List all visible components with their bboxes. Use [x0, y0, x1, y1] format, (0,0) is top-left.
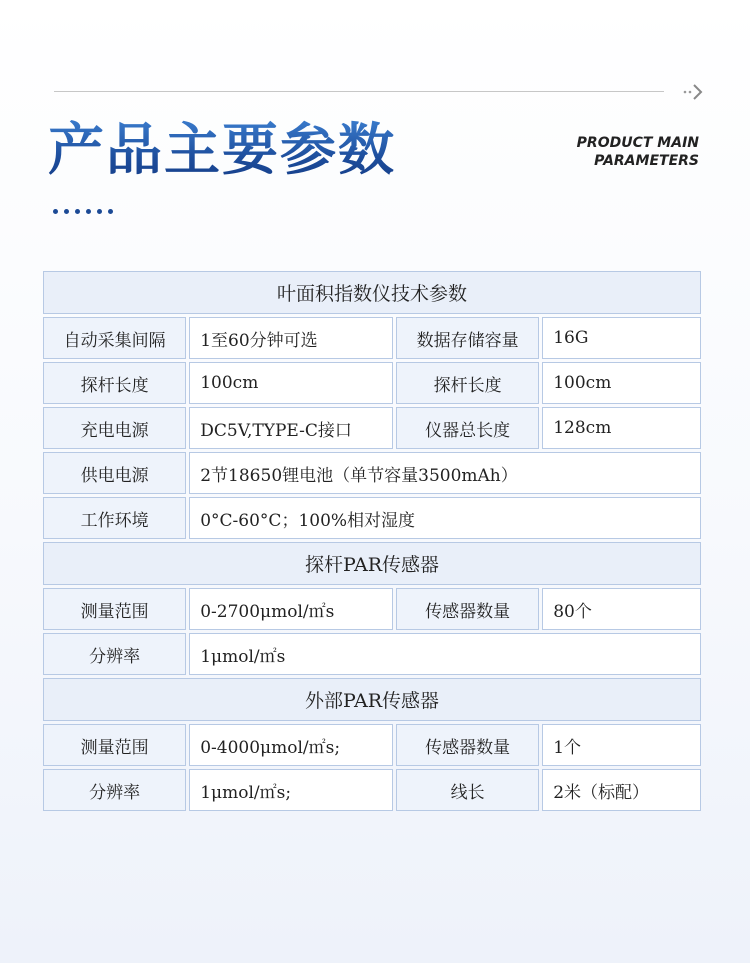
- param-value: 128cm: [542, 407, 701, 449]
- param-label: 数据存储容量: [396, 317, 539, 359]
- decorative-dots: [53, 209, 113, 214]
- param-label: 供电电源: [43, 452, 186, 494]
- param-value: 80个: [542, 588, 701, 630]
- page-subtitle: [577, 134, 699, 170]
- section-heading: 外部PAR传感器: [43, 678, 701, 721]
- param-value: 2节18650锂电池（单节容量3500mAh）: [189, 452, 701, 494]
- table-row: [43, 317, 701, 359]
- param-label: 仪器总长度: [396, 407, 539, 449]
- param-label: 工作环境: [43, 497, 186, 539]
- param-value: DC5V,TYPE-C接口: [189, 407, 393, 449]
- table-row: [43, 588, 701, 630]
- table-row: [43, 362, 701, 404]
- param-value: 1个: [542, 724, 701, 766]
- param-value: 1μmol/㎡s: [189, 633, 701, 675]
- param-label: 测量范围: [43, 724, 186, 766]
- param-value: 1μmol/㎡s;: [189, 769, 393, 811]
- param-value: 2米（标配）: [542, 769, 701, 811]
- chevron-right-icon: [682, 82, 704, 102]
- table-row: [43, 633, 701, 675]
- table-row: [43, 724, 701, 766]
- param-label: 传感器数量: [396, 588, 539, 630]
- section-header-row: [43, 678, 701, 721]
- param-label: 自动采集间隔: [43, 317, 186, 359]
- table-row: [43, 769, 701, 811]
- page-title: 产品主要参数: [48, 116, 396, 186]
- spec-table: [40, 268, 704, 814]
- subtitle-line-2: PARAMETERS: [594, 153, 699, 169]
- param-value: 16G: [542, 317, 701, 359]
- param-label: 分辨率: [43, 769, 186, 811]
- param-label: 传感器数量: [396, 724, 539, 766]
- table-row: [43, 497, 701, 539]
- param-label: 线长: [396, 769, 539, 811]
- param-value: 0-2700μmol/㎡s: [189, 588, 393, 630]
- param-label: 测量范围: [43, 588, 186, 630]
- top-divider: [54, 91, 664, 92]
- param-value: 1至60分钟可选: [189, 317, 393, 359]
- param-label: 探杆长度: [396, 362, 539, 404]
- section-header-row: [43, 542, 701, 585]
- section-header-row: [43, 271, 701, 314]
- param-value: 100cm: [542, 362, 701, 404]
- param-label: 充电电源: [43, 407, 186, 449]
- section-heading: 叶面积指数仪技术参数: [43, 271, 701, 314]
- param-value: 0-4000μmol/㎡s;: [189, 724, 393, 766]
- param-label: 探杆长度: [43, 362, 186, 404]
- param-value: 100cm: [189, 362, 393, 404]
- subtitle-line-1: PRODUCT MAIN: [576, 135, 699, 151]
- param-value: 0°C-60°C；100%相对湿度: [189, 497, 701, 539]
- table-row: [43, 407, 701, 449]
- param-label: 分辨率: [43, 633, 186, 675]
- table-row: [43, 452, 701, 494]
- section-heading: 探杆PAR传感器: [43, 542, 701, 585]
